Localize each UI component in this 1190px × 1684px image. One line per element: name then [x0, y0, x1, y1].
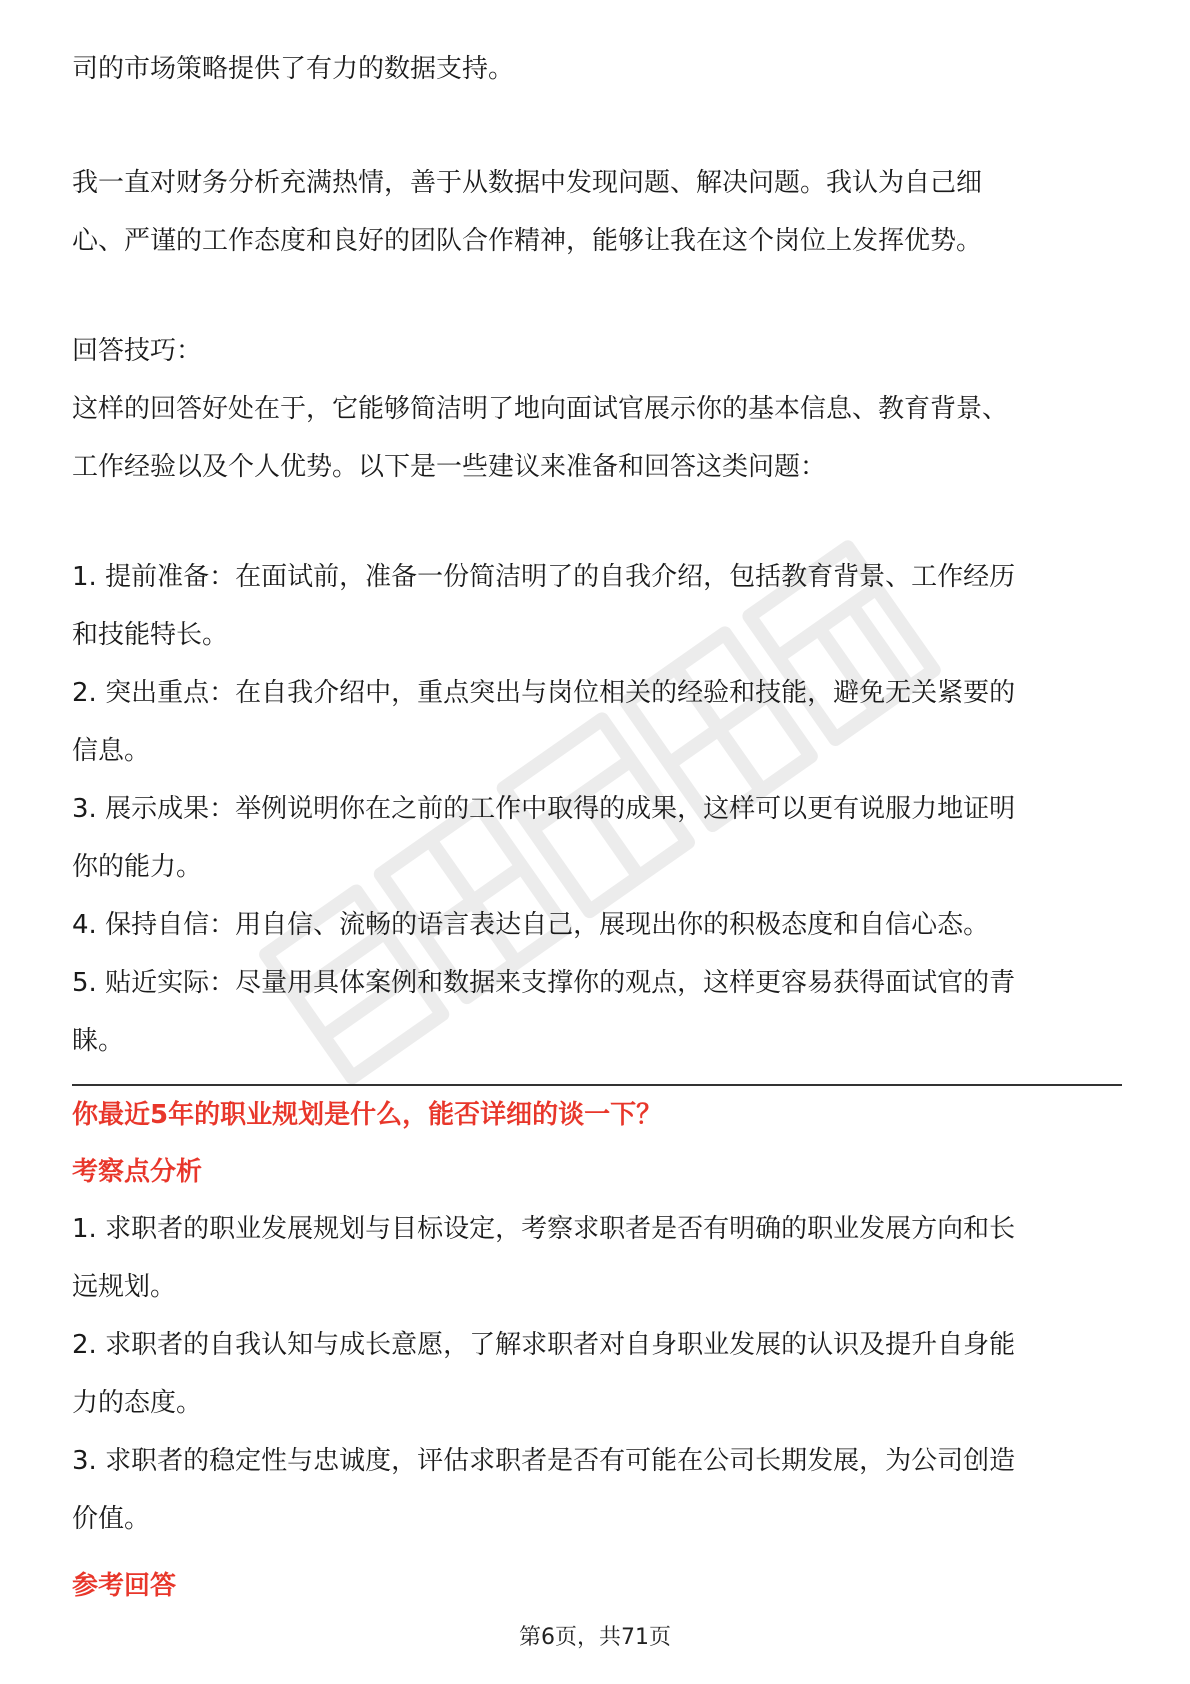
tip-item-cont: 睐。	[72, 1026, 125, 1056]
paragraph-line: 心、严谨的工作态度和良好的团队合作精神，能够让我在这个岗位上发挥优势。	[72, 226, 983, 256]
tip-item: 5. 贴近实际：尽量用具体案例和数据来支撑你的观点，这样更容易获得面试官的青	[72, 968, 1016, 998]
analysis-point-cont: 远规划。	[72, 1272, 177, 1302]
analysis-point-cont: 价值。	[72, 1504, 151, 1534]
paragraph-line: 我一直对财务分析充满热情，善于从数据中发现问题、解决问题。我认为自己细	[72, 168, 983, 198]
document-body	[72, 40, 1122, 1614]
tips-lead-line: 工作经验以及个人优势。以下是一些建议来准备和回答这类问题：	[72, 452, 827, 482]
tip-item: 2. 突出重点：在自我介绍中，重点突出与岗位相关的经验和技能，避免无关紧要的	[72, 678, 1016, 708]
page-footer: 第6页，共71页	[519, 1625, 671, 1650]
analysis-point: 1. 求职者的职业发展规划与目标设定，考察求职者是否有明确的职业发展方向和长	[72, 1214, 1016, 1244]
question-title: 你最近5年的职业规划是什么，能否详细的谈一下？	[72, 1100, 663, 1130]
tip-item: 3. 展示成果：举例说明你在之前的工作中取得的成果，这样可以更有说服力地证明	[72, 794, 1016, 824]
analysis-heading: 考察点分析	[72, 1157, 203, 1187]
tips-list	[72, 548, 1122, 1070]
tip-item: 1. 提前准备：在面试前，准备一份简洁明了的自我介绍，包括教育背景、工作经历	[72, 562, 1016, 592]
analysis-point-cont: 力的态度。	[72, 1388, 203, 1418]
paragraph: 司的市场策略提供了有力的数据支持。	[72, 54, 515, 84]
tip-item-cont: 和技能特长。	[72, 620, 229, 650]
analysis-point: 2. 求职者的自我认知与成长意愿，了解求职者对自身职业发展的认识及提升自身能	[72, 1330, 1016, 1360]
analysis-list	[72, 1200, 1122, 1548]
tips-lead-line: 这样的回答好处在于，它能够简洁明了地向面试官展示你的基本信息、教育背景、	[72, 394, 1009, 424]
tips-heading: 回答技巧：	[72, 336, 203, 366]
reference-answer-heading: 参考回答	[72, 1571, 177, 1601]
tip-item: 4. 保持自信：用自信、流畅的语言表达自己，展现出你的积极态度和自信心态。	[72, 910, 990, 940]
analysis-point: 3. 求职者的稳定性与忠诚度，评估求职者是否有可能在公司长期发展，为公司创造	[72, 1446, 1016, 1476]
tip-item-cont: 信息。	[72, 736, 151, 766]
tip-item-cont: 你的能力。	[72, 852, 203, 882]
